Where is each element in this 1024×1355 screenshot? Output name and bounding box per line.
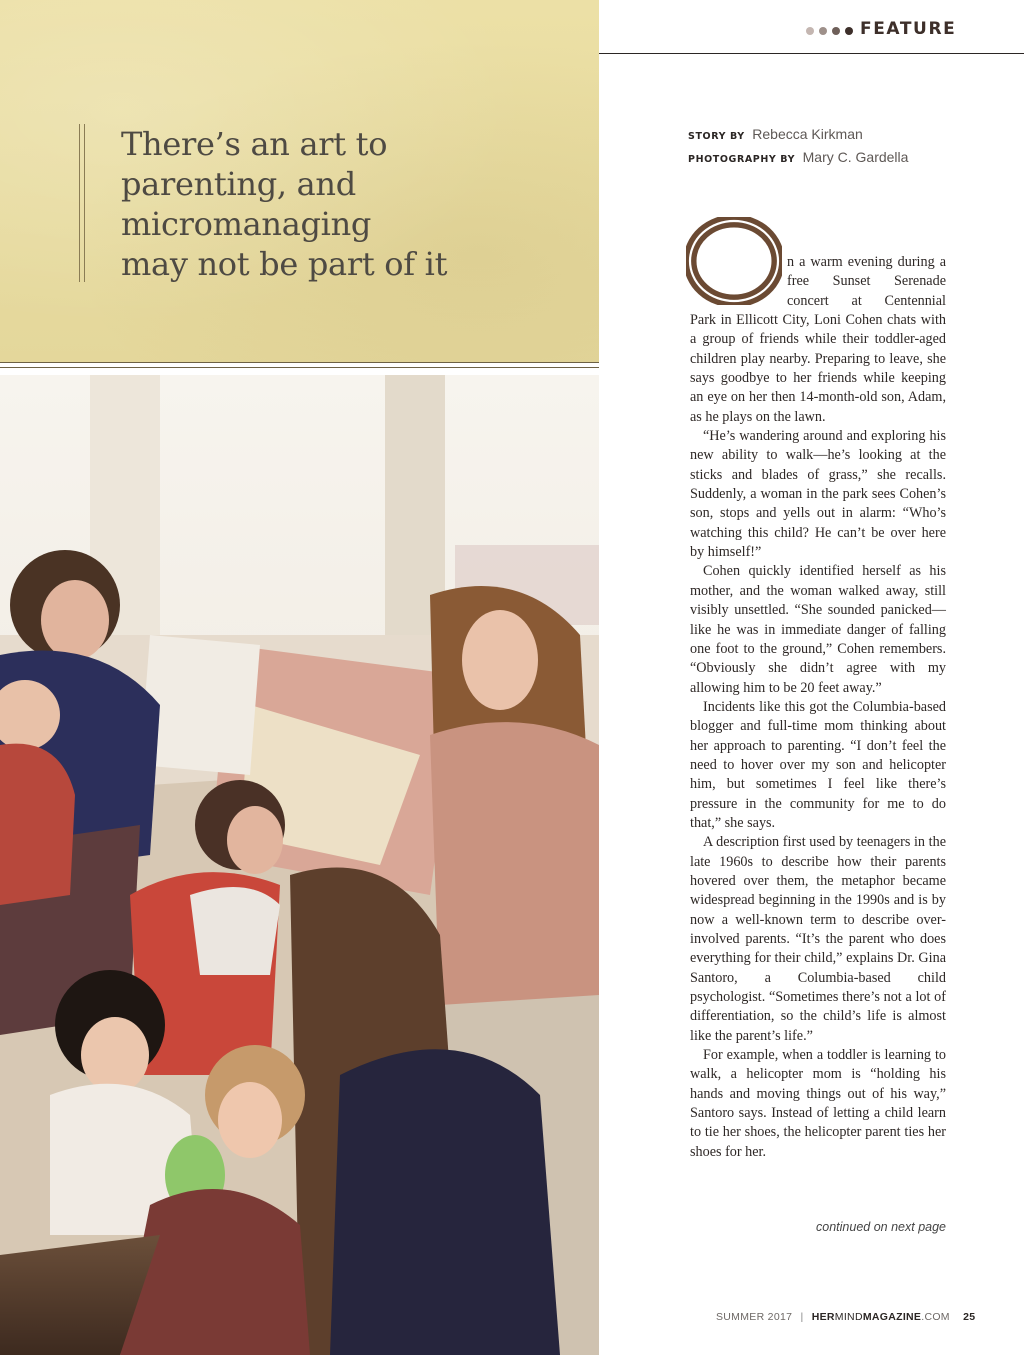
opening-lines: n a warm evening during a free Sunset Serenade concert at Centennial bbox=[787, 254, 946, 309]
continued-note: continued on next page bbox=[816, 1220, 946, 1234]
paragraph: A description first used by teenagers in the late 1960s to describe how their parents hovered over them, the metaphor became widespread beginning in the 1990s and is by now a well-known term to describe over-involved parents. “It’s the parent who does everything for their child,” explains Dr. Gina Santoro, a Columbia-based child psychologist. “Sometimes there’s not a lot of differentiation, so the child’s life is almost like the parent’s life.” bbox=[690, 834, 946, 1044]
drop-cap-letter: O bbox=[733, 277, 735, 278]
feature-photo bbox=[0, 375, 599, 1355]
site-name: HERMINDMAGAZINE.COM bbox=[811, 1311, 950, 1323]
story-author: Rebecca Kirkman bbox=[752, 126, 863, 142]
page-number: 25 bbox=[963, 1311, 976, 1323]
paragraph: Park in Ellicott City, Loni Cohen chats with a group of friends while their toddler-aged children play nearby. Preparing to leave, she says goodbye to her friends while keeping an eye on her then 14-month-old son, Adam, as he plays on the lawn. bbox=[690, 312, 946, 425]
pull-quote bbox=[121, 124, 561, 284]
paragraph: “He’s wandering around and exploring his new ability to walk—he’s looking at the sticks and blades of grass,” she recalls. Suddenly, a woman in the park sees Cohen’s son, stops and yells out in alarm: “Who’s watching this child? He can’t be over here by himself!” bbox=[690, 428, 946, 561]
story-role: STORY BY bbox=[688, 131, 745, 142]
section-dot bbox=[845, 27, 853, 35]
paragraph: Cohen quickly identified herself as his mother, and the woman walked away, still visibly unsettled. “She sounded panicked—like he was in immediate danger of falling one foot to the ground,” Cohen remembers. “Obviously she didn’t agree with my allowing him to be 20 feet away.” bbox=[690, 563, 946, 696]
story-credit bbox=[688, 124, 988, 147]
section-dot bbox=[832, 27, 840, 35]
pull-quote-line: may not be part of it bbox=[121, 245, 448, 283]
page-footer bbox=[716, 1311, 976, 1323]
panel-rule-bottom bbox=[0, 367, 599, 368]
section-dot bbox=[819, 27, 827, 35]
pull-quote-line: parenting, and bbox=[121, 165, 356, 203]
section-label: FEATURE bbox=[860, 19, 957, 39]
photo-credit bbox=[688, 147, 988, 170]
paragraph: Incidents like this got the Columbia-based blogger and full-time mom thinking about her approach to parenting. “I don’t feel the need to hover over my son and helicopter him, but sometimes I feel like there’s pressure in the community for me to do that,” she says. bbox=[690, 698, 946, 831]
drop-cap bbox=[686, 217, 782, 305]
photo-role: PHOTOGRAPHY BY bbox=[688, 154, 796, 165]
paragraph: For example, when a toddler is learning to walk, a helicopter mom is “holding his hands and moving things out of his way,” Santoro says. Instead of letting a child learn to tie her shoes, the helicopter parent ties her shoes for her. bbox=[690, 1047, 946, 1160]
header-rule bbox=[599, 53, 1024, 54]
photographer: Mary C. Gardella bbox=[802, 149, 909, 165]
panel-rule-top bbox=[0, 362, 599, 363]
byline bbox=[688, 124, 988, 170]
article-body bbox=[690, 311, 946, 1162]
section-dot bbox=[806, 27, 814, 35]
footer-divider: | bbox=[800, 1311, 804, 1323]
pull-quote-line: There’s an art to bbox=[121, 125, 388, 163]
pull-quote-panel bbox=[0, 0, 599, 362]
mothers-and-toddlers-photo bbox=[0, 375, 599, 1355]
issue-date: SUMMER 2017 bbox=[716, 1311, 793, 1323]
quote-rule-right bbox=[84, 124, 85, 282]
quote-rule-left bbox=[79, 124, 80, 282]
pull-quote-line: micromanaging bbox=[121, 205, 372, 243]
section-dots bbox=[806, 27, 854, 35]
